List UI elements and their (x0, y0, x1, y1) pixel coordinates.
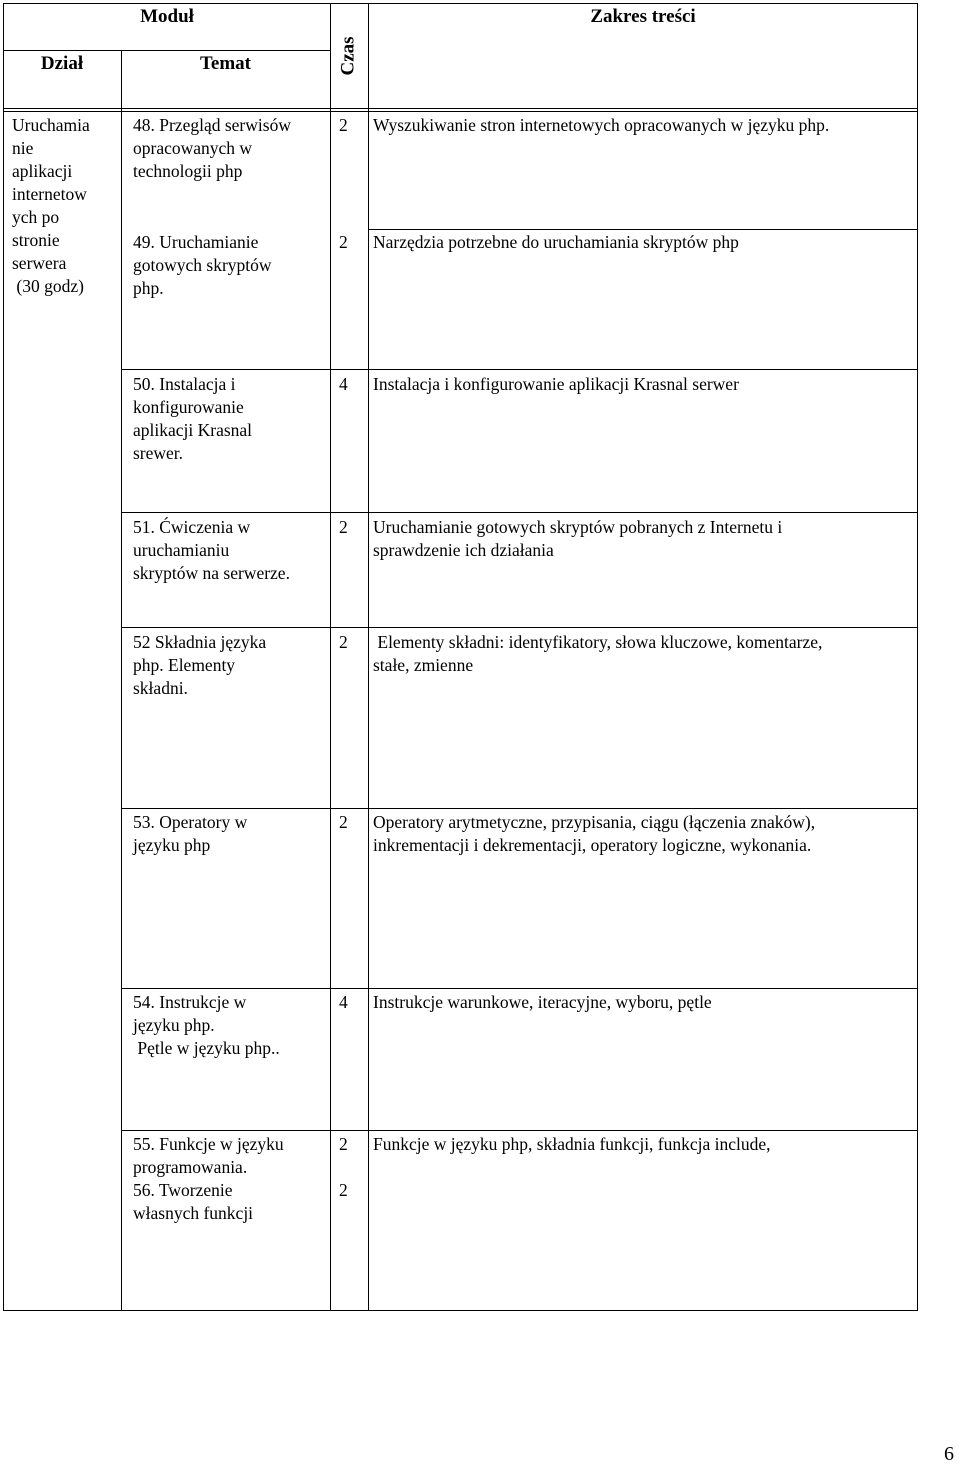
divider-row-7 (121, 988, 918, 989)
topic-cell-50 (133, 373, 252, 465)
header-temat: Temat (199, 53, 252, 74)
topic-line: php. Elementy (133, 655, 236, 675)
time-value: 2 (339, 115, 348, 135)
dzial-line: serwera (12, 253, 67, 273)
topic-line: 50. Instalacja i (133, 374, 236, 394)
divider-row-4 (121, 512, 918, 513)
topic-line: 53. Operatory w (133, 812, 248, 832)
topic-line: 55. Funkcje w języku (133, 1134, 284, 1154)
divider-modul (3, 50, 331, 51)
dzial-cell (12, 114, 90, 298)
topic-line: uruchamianiu (133, 540, 230, 560)
divider-header-bottom (3, 108, 918, 109)
content-line: Instalacja i konfigurowanie aplikacji Krasnal serwer (373, 374, 739, 394)
topic-line: 51. Ćwiczenia w (133, 517, 251, 537)
topic-line: php. (133, 278, 164, 298)
topic-cell-49 (133, 231, 272, 300)
topic-line: 52 Składnia języka (133, 632, 267, 652)
topic-cell-55 (133, 1133, 284, 1225)
time-value: 2 (339, 632, 348, 652)
dzial-line: stronie (12, 230, 60, 250)
topic-cell-48 (133, 114, 291, 183)
dzial-line: nie (12, 138, 34, 158)
dzial-line: Uruchamia (12, 115, 90, 135)
dzial-line: ych po (12, 207, 60, 227)
table-border-right (917, 3, 918, 1311)
content-cell-52 (373, 631, 822, 677)
time-value: 2 (339, 1180, 348, 1200)
topic-line: składni. (133, 678, 188, 698)
content-line: Narzędzia potrzebne do uruchamiania skryptów php (373, 232, 739, 252)
topic-line: języku php. (133, 1015, 215, 1035)
topic-line: języku php (133, 835, 211, 855)
time-value: 2 (339, 1134, 348, 1154)
topic-cell-52 (133, 631, 266, 700)
content-line: inkrementacji i dekrementacji, operatory logiczne, wykonania. (373, 835, 812, 855)
time-value: 2 (339, 232, 348, 252)
time-value: 4 (339, 992, 348, 1012)
divider-row-5 (121, 627, 918, 628)
topic-line: własnych funkcji (133, 1203, 254, 1223)
header-modul: Moduł (140, 6, 194, 27)
divider-row-2 (368, 229, 918, 230)
header-dzial: Dział (40, 53, 84, 74)
header-zakres: Zakres treści (590, 6, 696, 27)
content-line: sprawdzenie ich działania (373, 540, 554, 560)
topic-line: konfigurowanie (133, 397, 244, 417)
topic-line: 54. Instrukcje w (133, 992, 247, 1012)
content-line: Uruchamianie gotowych skryptów pobranych z Internetu i (373, 517, 783, 537)
topic-cell-54 (133, 991, 280, 1060)
table-border-left (3, 3, 4, 1311)
content-line: stałe, zmienne (373, 655, 474, 675)
topic-line: programowania. (133, 1157, 248, 1177)
topic-line: srewer. (133, 443, 184, 463)
time-cell-55 (339, 1133, 348, 1202)
divider-row-3 (121, 369, 918, 370)
time-value: 4 (339, 374, 348, 394)
topic-cell-53 (133, 811, 247, 857)
dzial-line: aplikacji (12, 161, 73, 181)
topic-line: 49. Uruchamianie (133, 232, 259, 252)
divider-col-temat (330, 3, 331, 1311)
table-border-top (3, 3, 918, 4)
topic-line: technologii php (133, 161, 243, 181)
divider-row-8 (121, 1130, 918, 1131)
topic-line: aplikacji Krasnal (133, 420, 253, 440)
page-number: 6 (944, 1443, 954, 1465)
dzial-line: internetow (12, 184, 87, 204)
content-cell-53 (373, 811, 815, 857)
header-czas: Czas (338, 36, 359, 76)
content-line: Wyszukiwanie stron internetowych opracowanych w języku php. (373, 115, 830, 135)
topic-line: opracowanych w (133, 138, 253, 158)
divider-col-dzial (121, 50, 122, 1311)
divider-col-czas (368, 3, 369, 1311)
content-line: Instrukcje warunkowe, iteracyjne, wyboru, pętle (373, 992, 712, 1012)
content-line: Elementy składni: identyfikatory, słowa kluczowe, komentarze, (373, 632, 823, 652)
content-line: Funkcje w języku php, składnia funkcji, funkcja include, (373, 1134, 771, 1154)
time-value: 2 (339, 812, 348, 832)
content-cell-51 (373, 516, 782, 562)
topic-line: gotowych skryptów (133, 255, 272, 275)
content-line: Operatory arytmetyczne, przypisania, ciągu (łączenia znaków), (373, 812, 816, 832)
topic-line: 48. Przegląd serwisów (133, 115, 291, 135)
divider-row-6 (121, 808, 918, 809)
table-border-bottom (3, 1310, 918, 1311)
time-value (339, 1156, 348, 1179)
dzial-line: (30 godz) (12, 276, 84, 296)
topic-line: 56. Tworzenie (133, 1180, 233, 1200)
divider-header-bottom-2 (3, 111, 918, 112)
topic-cell-51 (133, 516, 290, 585)
time-value: 2 (339, 517, 348, 537)
topic-line: Pętle w języku php.. (133, 1038, 280, 1058)
topic-line: skryptów na serwerze. (133, 563, 290, 583)
